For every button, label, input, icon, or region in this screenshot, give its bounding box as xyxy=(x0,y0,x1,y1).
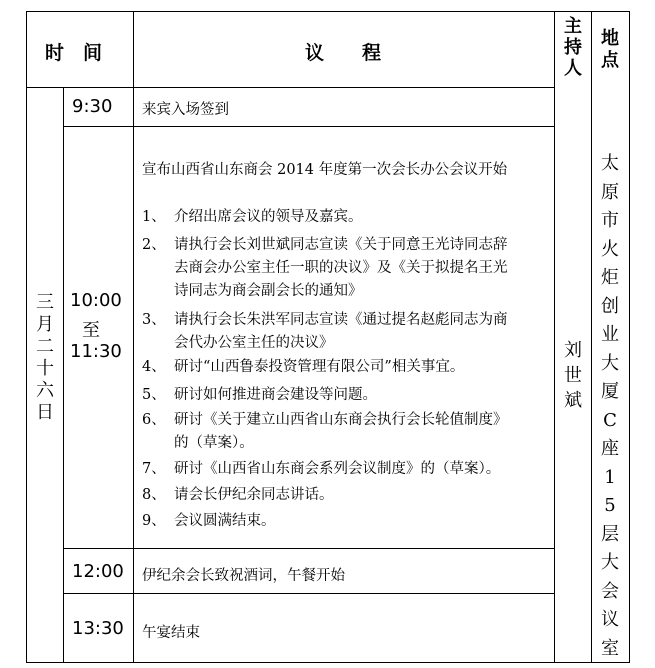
agenda-item-line: 会议圆满结束。 xyxy=(174,513,276,529)
table-border-bottom xyxy=(26,662,630,663)
row2-title: 宣布山西省山东商会 2014 年度第一次会长办公会议开始 xyxy=(142,162,508,178)
agenda-item-line: 请执行会长刘世斌同志宣读《关于同意王光诗同志辞 xyxy=(174,237,508,253)
agenda-item-number: 2、 xyxy=(142,237,166,253)
agenda-item-number: 3、 xyxy=(142,312,166,328)
agenda-item-line: 诗同志为商会副会长的通知》 xyxy=(174,283,363,299)
agenda-item-line: 研讨如何推进商会建设等问题。 xyxy=(174,387,377,403)
agenda-item-number: 6、 xyxy=(142,412,166,428)
header-agenda: 议 程 xyxy=(305,42,382,64)
row-divider-3 xyxy=(63,593,555,594)
row4-time: 13:30 xyxy=(72,618,124,639)
col-divider-date xyxy=(63,87,64,663)
agenda-item-line: 的（草案）。 xyxy=(174,435,254,451)
agenda-item-number: 8、 xyxy=(142,487,166,503)
agenda-item-line: 请会长伊纪余同志讲话。 xyxy=(174,487,334,503)
row3-time: 12:00 xyxy=(72,561,124,582)
table-border-right xyxy=(629,11,630,663)
header-host: 主 持 人 xyxy=(564,16,582,79)
agenda-item-text xyxy=(174,458,500,481)
row3-agenda: 伊纪余会长致祝酒词，午餐开始 xyxy=(142,568,345,584)
agenda-item-number: 1、 xyxy=(142,209,166,225)
agenda-item-text xyxy=(174,309,508,355)
col-divider-host xyxy=(591,11,592,663)
header-time: 时 间 xyxy=(45,42,103,64)
row-divider-2 xyxy=(63,548,555,549)
row4-agenda: 午宴结束 xyxy=(142,625,200,641)
agenda-item-line: 会代办公室主任的决议》 xyxy=(174,335,334,351)
col-divider-agenda xyxy=(554,11,555,663)
location-name: 太 原 市 火 炬 创 业 大 厦 C 座 1 5 层 大 会 议 室 xyxy=(601,153,619,659)
table-border-left xyxy=(26,11,27,663)
row2-time-start: 10:00 xyxy=(70,290,122,311)
agenda-item-text xyxy=(174,510,276,533)
row2-time-to: 至 xyxy=(82,320,100,341)
agenda-item-text xyxy=(174,206,363,229)
agenda-item-number: 7、 xyxy=(142,461,166,477)
row2-time-end: 11:30 xyxy=(70,341,122,362)
agenda-item-line: 研讨《山西省山东商会系列会议制度》的（草案）。 xyxy=(174,461,501,477)
agenda-item-text xyxy=(174,356,464,379)
agenda-item-number: 9、 xyxy=(142,513,166,529)
agenda-item-text xyxy=(174,234,508,303)
agenda-item-number: 5、 xyxy=(142,387,166,403)
host-name: 刘 世 斌 xyxy=(564,340,582,411)
agenda-item-text xyxy=(174,484,334,507)
agenda-item-line: 去商会办公室主任一职的决议》及《关于拟提名王光 xyxy=(174,260,508,276)
agenda-item-text xyxy=(174,384,377,407)
agenda-item-line: 研讨“山西鲁泰投资管理有限公司”相关事宜。 xyxy=(174,359,465,375)
row1-time: 9:30 xyxy=(72,96,113,117)
header-location: 地 点 xyxy=(601,28,619,71)
table-border-top xyxy=(26,11,630,12)
date-cell: 三 月 二 十 六 日 xyxy=(36,292,54,423)
agenda-item-line: 介绍出席会议的领导及嘉宾。 xyxy=(174,209,363,225)
col-divider-time xyxy=(133,11,134,663)
row1-agenda: 来宾入场签到 xyxy=(142,102,229,118)
agenda-item-line: 请执行会长朱洪军同志宣读《通过提名赵彪同志为商 xyxy=(174,312,508,328)
row-divider-1 xyxy=(63,126,555,127)
agenda-item-number: 4、 xyxy=(142,359,166,375)
agenda-item-line: 研讨《关于建立山西省山东商会执行会长轮值制度》 xyxy=(174,412,508,428)
agenda-item-text xyxy=(174,409,508,455)
header-divider xyxy=(26,87,555,88)
